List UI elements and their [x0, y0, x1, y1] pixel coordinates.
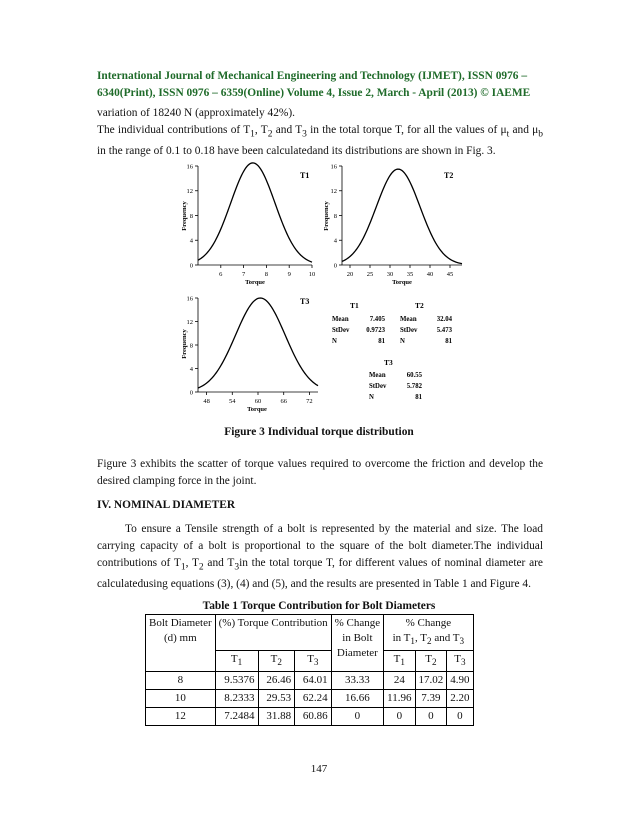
chart-t3-x-title: Torque: [247, 406, 267, 413]
intro-line-2: The individual contributions of $T_1$, $T_2$ and $T_3$ in the total torque T, for all the values of $\mu_t$ and $\mu_b$ in the range of 0.1 to 0.18 have been calculatedand its distributions are shown in Fig. 3.: [97, 124, 543, 158]
stats-t2-n: 81: [445, 338, 452, 345]
table-row: [146, 690, 474, 708]
chart-t3-yticks: [187, 295, 199, 396]
cell-change-t2: 0: [415, 708, 447, 726]
chart-t2-xtick-label: 30: [386, 271, 394, 278]
subheader-change-t3: $T_3$: [447, 651, 473, 672]
stats-t2-mean: 32.04: [436, 316, 452, 323]
stats-t3-mean-label: Mean: [369, 372, 386, 379]
chart-t3-ytick-label: 16: [186, 295, 193, 303]
stats-t3-sd-label: StDev: [369, 383, 387, 390]
chart-t1-ytick-label: 16: [186, 163, 193, 171]
chart-t3-xtick-label: 66: [280, 398, 287, 405]
chart-t1: [181, 163, 315, 286]
cell-diameter: 12: [146, 708, 216, 726]
cell-t2: 29.53: [258, 690, 295, 708]
chart-t1-xtick-label: 7: [241, 271, 246, 278]
chart-t3-label: T3: [300, 297, 310, 306]
stats-t3-n-label: N: [369, 394, 374, 401]
chart-t2-xtick-label: 40: [426, 271, 434, 278]
cell-t1: 8.2333: [215, 690, 258, 708]
stats-t2-sd-label: StDev: [400, 327, 418, 334]
stats-t1-sd: 0.9723: [366, 327, 385, 334]
cell-change-t3: 0: [447, 708, 473, 726]
cell-change-diameter: 16.66: [331, 690, 384, 708]
stats-t3-title: T3: [384, 358, 393, 367]
cell-diameter: 8: [146, 672, 216, 690]
chart-t2-x-title: Torque: [392, 279, 412, 286]
chart-t3-ytick-label: 4: [189, 365, 193, 373]
header-change-bolt-diameter: % Change in Bolt Diameter: [331, 615, 384, 672]
stats-t2-mean-label: Mean: [400, 316, 417, 323]
header-bolt-diameter: Bolt Diameter (d) mm: [146, 615, 216, 672]
stats-t1-n-label: N: [332, 338, 337, 345]
cell-change-t3: 2.20: [447, 690, 473, 708]
figure-3-paragraph: Figure 3 exhibits the scatter of torque values required to overcome the friction and develop the desired clamping force in the joint.: [97, 458, 543, 487]
cell-t1: 9.5376: [215, 672, 258, 690]
cell-t2: 31.88: [258, 708, 295, 726]
chart-t1-ytick-label: 4: [189, 237, 193, 245]
cell-t3: 60.86: [295, 708, 332, 726]
intro-paragraph: [97, 105, 543, 160]
subheader-t2: $T_2$: [258, 651, 295, 672]
table-header-row: [146, 615, 474, 651]
chart-t2: [323, 163, 462, 286]
stats-legend: [332, 301, 453, 401]
chart-t1-curve: [198, 163, 312, 262]
chart-t2-xtick-label: 45: [446, 271, 454, 278]
cell-change-t3: 4.90: [447, 672, 473, 690]
chart-t2-label: T2: [444, 171, 454, 180]
chart-t1-yticks: [187, 163, 199, 269]
chart-t3-xtick-label: 48: [203, 398, 210, 405]
stats-t1-title: T1: [350, 301, 359, 310]
chart-t3-xticks: [203, 392, 312, 405]
nominal-diameter-paragraph: To ensure a Tensile strength of a bolt is represented by the material and size. The load carrying capacity of a bolt is proportional to the square of the bolt diameter.The individual contributions of $T_1$, $T_2$ and $T_3in$ the total torque T, for different values of nominal diameter are calculatedusing equations (3), (4) and (5), and the results are presented in Table 1 and Figure 4.: [97, 523, 543, 591]
journal-header-line-1: International Journal of Mechanical Engineering and Technology (IJMET), ISSN 0976 –: [97, 70, 528, 82]
chart-t1-ytick-label: 12: [186, 188, 193, 196]
chart-t2-ytick-label: 8: [333, 212, 337, 220]
subheader-t3: $T_3$: [295, 651, 332, 672]
chart-t2-y-title: Frequency: [323, 201, 330, 231]
journal-header-line-2: 6340(Print), ISSN 0976 – 6359(Online) Volume 4, Issue 2, March - April (2013) © IAEME: [97, 87, 531, 99]
stats-t1-sd-label: StDev: [332, 327, 350, 334]
chart-t1-xtick-label: 9: [287, 271, 291, 278]
chart-t1-x-title: Torque: [245, 279, 265, 286]
header-torque-contribution: (%) Torque Contribution: [215, 615, 331, 651]
figure-3-caption: Figure 3 Individual torque distribution: [224, 426, 414, 438]
chart-t2-ytick-label: 16: [330, 163, 337, 171]
cell-t1: 7.2484: [215, 708, 258, 726]
stats-t1-mean-label: Mean: [332, 316, 349, 323]
cell-change-t2: 7.39: [415, 690, 447, 708]
chart-t1-ytick-label: 0: [189, 262, 193, 270]
chart-t3-curve: [198, 298, 318, 388]
figure-3: [160, 158, 470, 420]
chart-t1-xticks: [219, 265, 315, 278]
chart-t2-ytick-label: 0: [333, 262, 337, 270]
chart-t1-ytick-label: 8: [189, 212, 193, 220]
cell-change-t1: 11.96: [384, 690, 415, 708]
chart-t3-xtick-label: 60: [254, 398, 262, 405]
chart-t1-xtick-label: 6: [219, 271, 223, 278]
chart-t1-xtick-label: 8: [264, 271, 269, 278]
subheader-change-t2: $T_2$: [415, 651, 447, 672]
chart-t3: [181, 295, 318, 413]
table-row: [146, 708, 474, 726]
stats-t2-sd: 5.473: [436, 327, 452, 334]
table-1-caption: Table 1 Torque Contribution for Bolt Diameters: [202, 600, 436, 612]
stats-t2-title: T2: [415, 301, 424, 310]
stats-t1-n: 81: [378, 338, 385, 345]
subheader-t1: $T_1$: [215, 651, 258, 672]
table-row: [146, 672, 474, 690]
chart-t1-xtick-label: 10: [308, 271, 316, 278]
cell-diameter: 10: [146, 690, 216, 708]
chart-t2-curve: [342, 169, 462, 264]
chart-t2-ytick-label: 4: [333, 237, 337, 245]
journal-header: [97, 68, 547, 102]
section-heading-nominal-diameter: IV. NOMINAL DIAMETER: [97, 499, 236, 511]
chart-t3-ytick-label: 0: [189, 389, 193, 397]
cell-t3: 64.01: [295, 672, 332, 690]
intro-line-1: variation of 18240 N (approximately 42%).: [97, 107, 296, 119]
stats-t3-n: 81: [415, 394, 422, 401]
stats-t3-sd: 5.782: [406, 383, 422, 390]
cell-t3: 62.24: [295, 690, 332, 708]
stats-t3-mean: 60.55: [406, 372, 422, 379]
chart-t1-y-title: Frequency: [181, 201, 188, 231]
stats-t2-n-label: N: [400, 338, 405, 345]
chart-t3-ytick-label: 8: [189, 342, 193, 350]
cell-change-t1: 24: [384, 672, 415, 690]
stats-t1-mean: 7.405: [369, 316, 385, 323]
subheader-change-t1: $T_1$: [384, 651, 415, 672]
cell-change-diameter: 33.33: [331, 672, 384, 690]
cell-change-t2: 17.02: [415, 672, 447, 690]
chart-t2-xticks: [347, 265, 454, 278]
page-number: 147: [310, 763, 328, 775]
chart-t3-xtick-label: 54: [229, 398, 236, 405]
cell-change-t1: 0: [384, 708, 415, 726]
chart-t2-xtick-label: 20: [346, 271, 354, 278]
cell-t2: 26.46: [258, 672, 295, 690]
header-change-torques: % Change in $T_1$, $T_2$ and $T_3$: [384, 615, 473, 651]
chart-t3-y-title: Frequency: [181, 329, 188, 359]
chart-t3-ytick-label: 12: [186, 318, 193, 326]
chart-t3-xtick-label: 72: [306, 398, 313, 405]
chart-t2-ytick-label: 12: [330, 188, 337, 196]
chart-t2-yticks: [331, 163, 343, 269]
chart-t2-xtick-label: 25: [366, 271, 374, 278]
chart-t2-xtick-label: 35: [406, 271, 414, 278]
cell-change-diameter: 0: [331, 708, 384, 726]
torque-contribution-table: [145, 614, 474, 726]
chart-t1-label: T1: [300, 171, 310, 180]
